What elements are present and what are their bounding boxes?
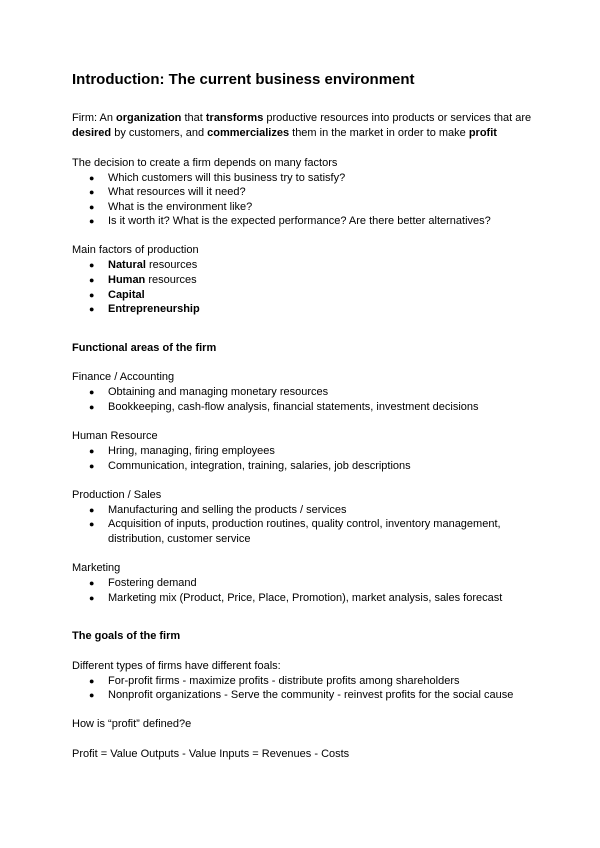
production-label: Production / Sales: [72, 488, 162, 501]
list-item: ● Nonprofit organizations - Serve the community - reinvest profits for the social cause: [89, 689, 514, 702]
list-item: ● What is the environment like?: [89, 200, 253, 213]
hr-label: Human Resource: [72, 429, 158, 442]
list-item: ● Entrepreneurship: [89, 303, 200, 316]
list-item: ● Capital: [89, 288, 145, 301]
bullet-icon: ●: [89, 592, 95, 603]
list-item: ● Fostering demand: [89, 576, 197, 589]
document-page: [72, 70, 532, 762]
bullet-icon: ●: [89, 519, 95, 530]
list-item: ● Hring, managing, firing employees: [89, 444, 275, 457]
goals-heading: The goals of the firm: [72, 630, 181, 643]
factors-list: [72, 258, 532, 316]
factors-lead: Main factors of production: [72, 244, 199, 257]
bullet-icon: ●: [89, 274, 95, 285]
bullet-icon: ●: [89, 445, 95, 456]
bullet-icon: ●: [89, 187, 95, 198]
bullet-icon: ●: [89, 460, 95, 471]
list-item: ● Which customers will this business try to satisfy?: [89, 171, 346, 184]
list-item: ● For-profit firms - maximize profits - distribute profits among shareholders: [89, 674, 460, 687]
bullet-icon: ●: [89, 172, 95, 183]
functional-heading: Functional areas of the firm: [72, 341, 217, 354]
list-item: ● Communication, integration, training, salaries, job descriptions: [89, 459, 411, 472]
list-item: ● What resources will it need?: [89, 186, 246, 199]
page-title: Introduction: The current business environment: [72, 71, 415, 88]
firm-definition: Firm: An organization that transforms productive resources into products or services that are desired by customers, and commercializes them in the market in order to make profit: [72, 112, 532, 139]
bullet-icon: ●: [89, 675, 95, 686]
list-item: ● Marketing mix (Product, Price, Place, Promotion), market analysis, sales forecast: [89, 591, 503, 604]
list-item: ● Is it worth it? What is the expected performance? Are there better alternatives?: [89, 215, 491, 228]
bullet-icon: ●: [89, 401, 95, 412]
bullet-icon: ●: [89, 690, 95, 701]
goals-list: [72, 674, 532, 703]
marketing-label: Marketing: [72, 561, 121, 574]
bullet-icon: ●: [89, 201, 95, 212]
list-item: ● Bookkeeping, cash-flow analysis, financial statements, investment decisions: [89, 400, 479, 413]
bullet-icon: ●: [89, 260, 95, 271]
decision-list: [72, 171, 532, 229]
list-item: ● Natural resources: [89, 259, 198, 272]
list-item: ● Obtaining and managing monetary resources: [89, 386, 329, 399]
hr-list: [72, 444, 532, 473]
profit-question: How is “profit” defined?e: [72, 718, 192, 731]
goals-lead: Different types of firms have different foals:: [72, 659, 281, 672]
finance-label: Finance / Accounting: [72, 371, 175, 384]
bullet-icon: ●: [89, 577, 95, 588]
bullet-icon: ●: [89, 216, 95, 227]
decision-lead: The decision to create a firm depends on many factors: [72, 156, 338, 169]
bullet-icon: ●: [89, 289, 95, 300]
list-item: ● Manufacturing and selling the products / services: [89, 503, 347, 516]
marketing-list: [72, 576, 532, 605]
bullet-icon: ●: [89, 504, 95, 515]
bullet-icon: ●: [89, 304, 95, 315]
bullet-icon: ●: [89, 387, 95, 398]
list-item: ● Acquisition of inputs, production routines, quality control, inventory management, distribution, customer service: [89, 518, 501, 545]
production-list: [72, 503, 532, 547]
profit-formula: Profit = Value Outputs - Value Inputs = Revenues - Costs: [72, 747, 350, 760]
list-item: ● Human resources: [89, 273, 197, 286]
finance-list: [72, 385, 532, 414]
